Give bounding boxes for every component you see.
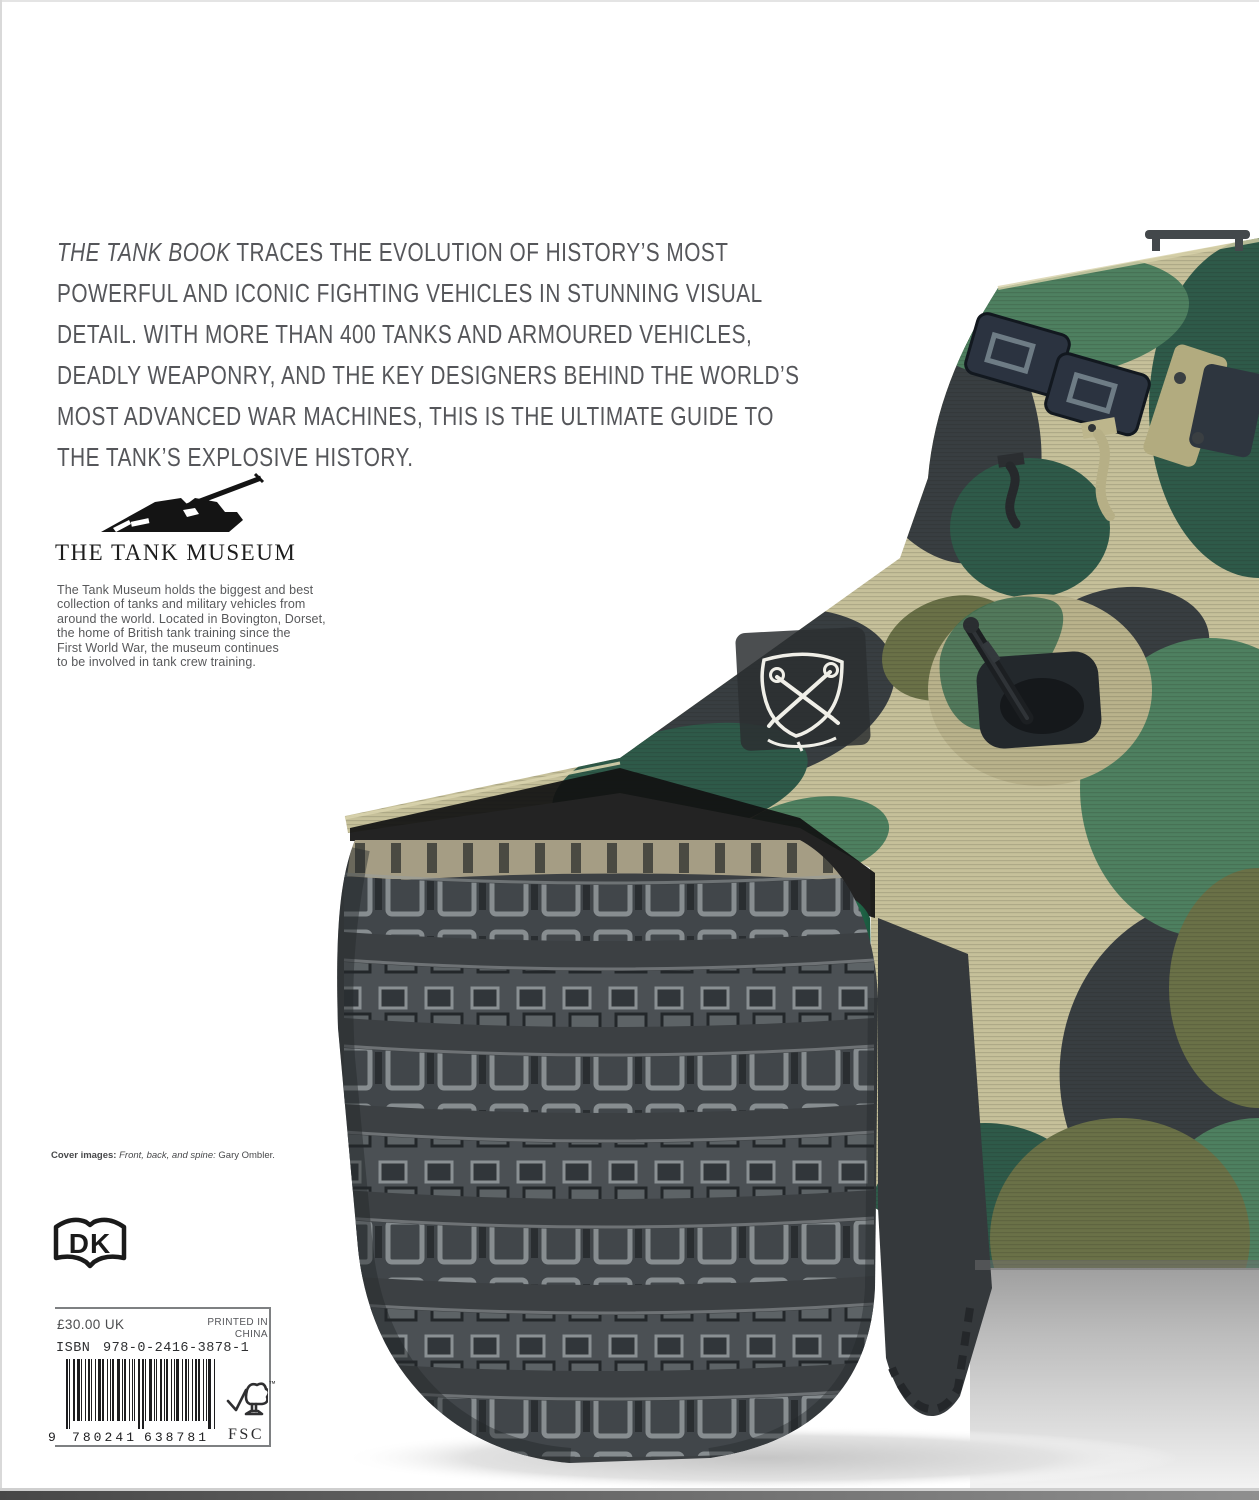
book-bottom-edge [0, 1491, 1259, 1500]
mg-ball-mount [928, 594, 1152, 786]
dk-letters: DK [68, 1228, 112, 1259]
fsc-label: FSC [228, 1426, 264, 1443]
museum-description-line: around the world. Located in Bovington, Dorset, [57, 611, 326, 626]
front-track [337, 840, 878, 1463]
blurb-line: THE TANK’S EXPLOSIVE HISTORY. [57, 442, 414, 472]
museum-description-line: to be involved in tank crew training. [57, 655, 256, 670]
barcode [46, 1359, 222, 1447]
tank-illustration [330, 228, 1259, 1490]
museum-description [57, 583, 326, 669]
fsc-trademark: ™ [268, 1379, 276, 1388]
blurb-title-italic: THE TANK BOOK [57, 237, 231, 267]
museum-description-line: The Tank Museum holds the biggest and best [57, 583, 314, 597]
fsc-logo [220, 1378, 276, 1444]
blurb-line: POWERFUL AND ICONIC FIGHTING VEHICLES IN STUNNING VISUAL [57, 278, 763, 308]
blurb-line: DETAIL. WITH MORE THAN 400 TANKS AND ARMOURED VEHICLES, [57, 319, 753, 349]
barcode-digits-1: 780241 [72, 1430, 134, 1445]
barcode-digit-left: 9 [48, 1430, 56, 1445]
shield-insignia [735, 627, 871, 752]
blurb-line: MOST ADVANCED WAR MACHINES, THIS IS THE ULTIMATE GUIDE TO [57, 401, 774, 431]
museum-description-line: First World War, the museum continues [57, 640, 279, 655]
blurb-line: THE TANK BOOK TRACES THE EVOLUTION OF HISTORY’S MOST [57, 237, 729, 267]
isbn-label: ISBN 978-0-2416-3878-1 [56, 1341, 250, 1356]
fsc-tree-icon [224, 1378, 268, 1420]
dk-logo [51, 1211, 129, 1278]
credits-italic: Front, back, and spine: [119, 1150, 216, 1161]
cover-left-edge [0, 0, 2, 1500]
barcode-digits-2: 638781 [144, 1430, 206, 1445]
museum-description-line: collection of tanks and military vehicles from [57, 597, 306, 612]
hull-bottom-edge [975, 1260, 1259, 1270]
cover-credits: Cover images: Front, back, and spine: Gary Ombler. [51, 1150, 275, 1161]
blurb-line: DEADLY WEAPONRY, AND THE KEY DESIGNERS BEHIND THE WORLD’S [57, 360, 800, 390]
tank-museum-logo-text: THE TANK MUSEUM [55, 540, 297, 565]
museum-description-line: the home of British tank training since the [57, 626, 291, 641]
barcode-bars [66, 1359, 215, 1429]
cover-top-edge [0, 0, 1259, 2]
info-box-rule-top [55, 1307, 270, 1309]
credits-label: Cover images: [51, 1150, 120, 1161]
tank-photo [330, 228, 1259, 1490]
tank-silhouette-icon [83, 470, 283, 542]
printed-in: PRINTED IN CHINA [207, 1317, 268, 1340]
price: £30.00 UK [57, 1317, 125, 1332]
tank-museum-logo [55, 470, 315, 566]
dk-book-icon [51, 1211, 129, 1273]
